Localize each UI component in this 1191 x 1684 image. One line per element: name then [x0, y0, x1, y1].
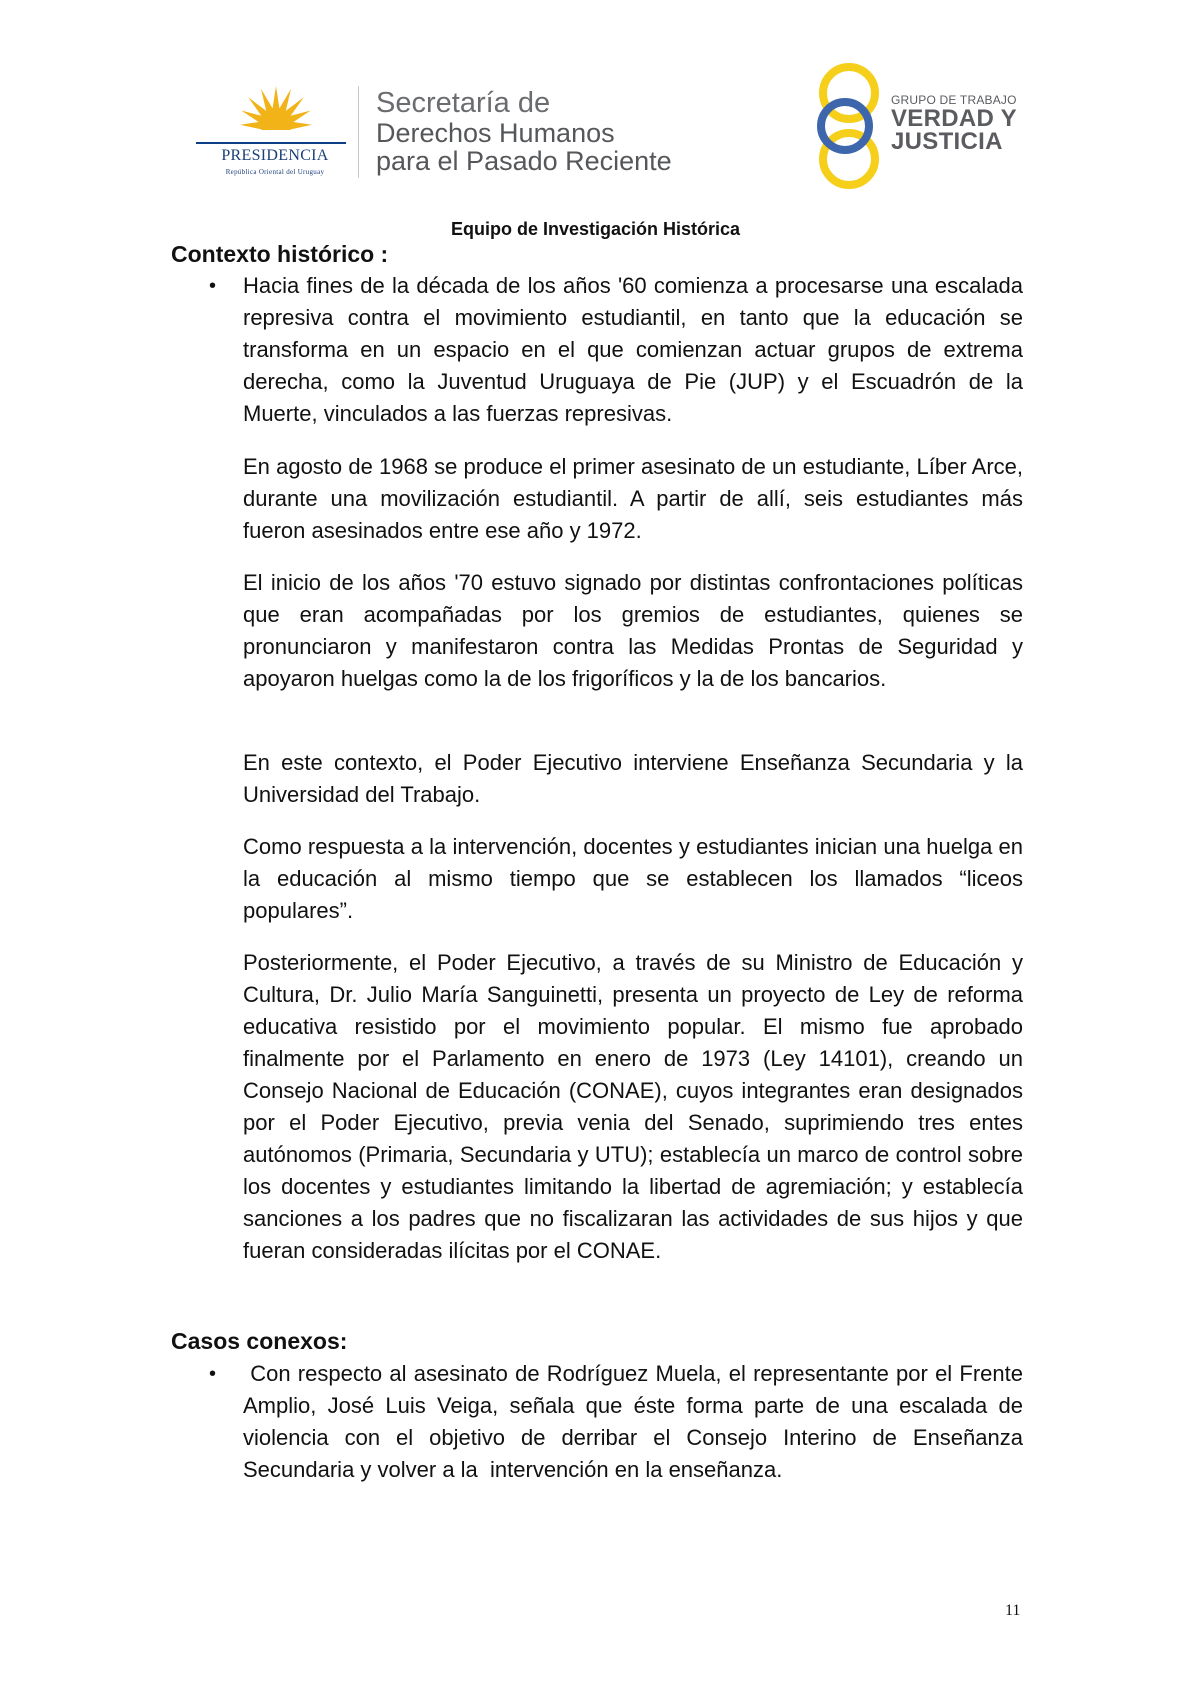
verdad-justicia-logo [815, 62, 1035, 192]
context-paragraph-6: Posteriormente, el Poder Ejecutivo, a través de su Ministro de Educación y Cultura, Dr. Julio María Sanguinetti, presenta un proyecto de Ley de reforma educativa resistido por el movimiento popular. El mismo fue aprobado finalmente por el Parlamento en enero de 1973 (Ley 14101), creando un Consejo Nacional de Educación (CONAE), cuyos integrantes eran designados por el Poder Ejecutivo, previa venia del Senado, suprimiendo tres entes autónomos (Primaria, Secundaria y UTU); establecía un marco de control sobre los docentes y estudiantes limitando la libertad de agremiación; y establecía sanciones a los padres que no fiscalizaran las actividades de sus hijos y que fueran consideradas ilícitas por el CONAE. [243, 950, 1023, 1263]
context-paragraph-3: El inicio de los años '70 estuvo signado por distintas confrontaciones políticas que eran acompañadas por los gremios de estudiantes, quienes se pronunciaron y manifestaron contra las Medidas Prontas de Seguridad y apoyaron huelgas como la de los frigoríficos y la de los bancarios. [243, 570, 1023, 691]
presidencia-logo [196, 84, 356, 180]
context-paragraph-1: Hacia fines de la década de los años '60 comienza a procesarse una escalada represiva contra el movimiento estudiantil, en tanto que la educación se transforma en un espacio en el que comienzan actuar grupos de extrema derecha, como la Juventud Uruguaya de Pie (JUP) y el Escuadrón de la Muerte, vinculados a las fuerzas represivas. [243, 273, 1023, 426]
secretaria-line-2: Derechos Humanos [376, 118, 615, 148]
grupo-line-1: VERDAD Y [891, 105, 1017, 132]
grupo-small-label: GRUPO DE TRABAJO [891, 93, 1017, 107]
context-heading: Contexto histórico : [171, 241, 389, 267]
context-paragraph-5: Como respuesta a la intervención, docentes y estudiantes inician una huelga en la educación al mismo tiempo que se establecen los llamados “liceos populares”. [243, 834, 1023, 923]
related-bullet: • [209, 1363, 217, 1385]
secretaria-logo [376, 88, 706, 175]
page-number: 11 [1005, 1602, 1021, 1619]
presidencia-name: PRESIDENCIA [221, 147, 329, 164]
grupo-line-2: JUSTICIA [891, 128, 1003, 155]
secretaria-line-3: para el Pasado Reciente [376, 146, 672, 176]
sun-icon [236, 84, 316, 144]
secretaria-line-1: Secretaría de [376, 87, 551, 119]
presidencia-rule [196, 142, 346, 144]
rings-icon [815, 62, 885, 190]
presidencia-subtitle: República Oriental del Uruguay [225, 168, 325, 176]
context-paragraph-4: En este contexto, el Poder Ejecutivo interviene Enseñanza Secundaria y la Universidad del Trabajo. [243, 750, 1023, 807]
related-paragraph-1: Con respecto al asesinato de Rodríguez Muela, el representante por el Frente Amplio, José Luis Veiga, señala que éste forma parte de una escalada de violencia con el objetivo de derribar el Consejo Interino de Enseñanza Secundaria y volver a la intervención en la enseñanza. [243, 1361, 1030, 1482]
logo-divider [358, 86, 359, 178]
context-bullet: • [209, 275, 217, 297]
team-title: Equipo de Investigación Histórica [450, 219, 741, 239]
context-paragraph-2: En agosto de 1968 se produce el primer asesinato de un estudiante, Líber Arce, durante una movilización estudiantil. A partir de allí, seis estudiantes más fueron asesinados entre ese año y 1972. [243, 454, 1023, 543]
related-heading: Casos conexos: [171, 1328, 348, 1354]
